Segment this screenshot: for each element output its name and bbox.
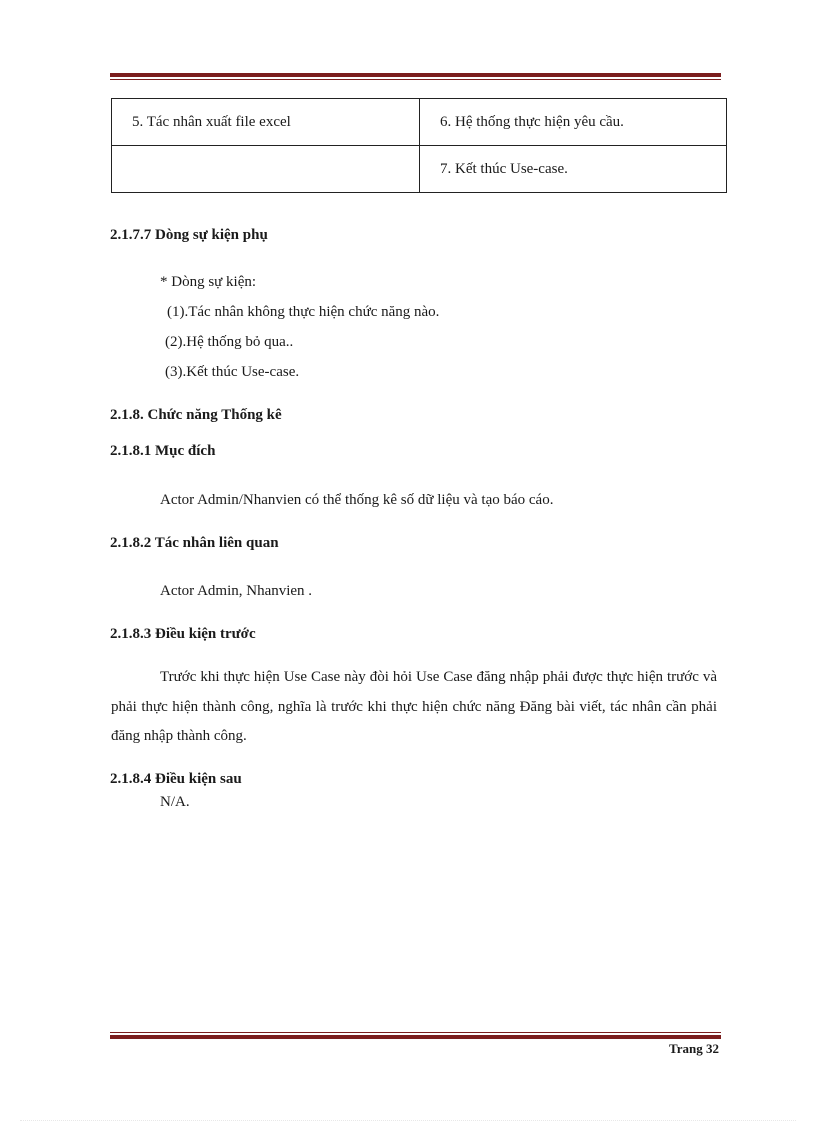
- purpose-text: Actor Admin/Nhanvien có thể thống kê số dữ liệu và tạo báo cáo.: [160, 492, 554, 508]
- event-step-2: (2).Hệ thống bỏ qua..: [165, 334, 294, 350]
- table-cell: [112, 146, 420, 193]
- event-step-3: (3).Kết thúc Use-case.: [165, 364, 300, 380]
- section-heading-2177: 2.1.7.7 Dòng sự kiện phụ: [110, 227, 268, 243]
- section-heading-2182: 2.1.8.2 Tác nhân liên quan: [110, 535, 279, 551]
- table-row: [112, 99, 727, 146]
- section-heading-2184: 2.1.8.4 Điều kiện sau: [110, 771, 242, 787]
- table-cell: 6. Hệ thống thực hiện yêu cầu.: [420, 99, 727, 146]
- table-cell: 7. Kết thúc Use-case.: [420, 146, 727, 193]
- table-row: [112, 146, 727, 193]
- page-edge-divider: [20, 1120, 796, 1121]
- postcondition-text: N/A.: [160, 794, 190, 810]
- table-cell: 5. Tác nhân xuất file excel: [112, 99, 420, 146]
- footer-rule: [110, 1032, 721, 1039]
- section-heading-2181: 2.1.8.1 Mục đích: [110, 443, 216, 459]
- event-flow-label: * Dòng sự kiện:: [160, 274, 257, 290]
- event-step-1: (1).Tác nhân không thực hiện chức năng nào.: [167, 304, 440, 320]
- section-heading-2183: 2.1.8.3 Điều kiện trước: [110, 626, 256, 642]
- event-flow-table: [111, 98, 727, 193]
- precondition-paragraph: Trước khi thực hiện Use Case này đòi hỏi Use Case đăng nhập phải được thực hiện trước và phải thực hiện thành công, nghĩa là trước khi thực hiện chức năng Đăng bài viết, tác nhân cần phải đăng nhập thành công.: [111, 669, 717, 744]
- section-heading-218: 2.1.8. Chức năng Thống kê: [110, 407, 282, 423]
- header-rule: [110, 73, 721, 80]
- page-number: Trang 32: [669, 1041, 719, 1056]
- actors-text: Actor Admin, Nhanvien .: [160, 583, 313, 599]
